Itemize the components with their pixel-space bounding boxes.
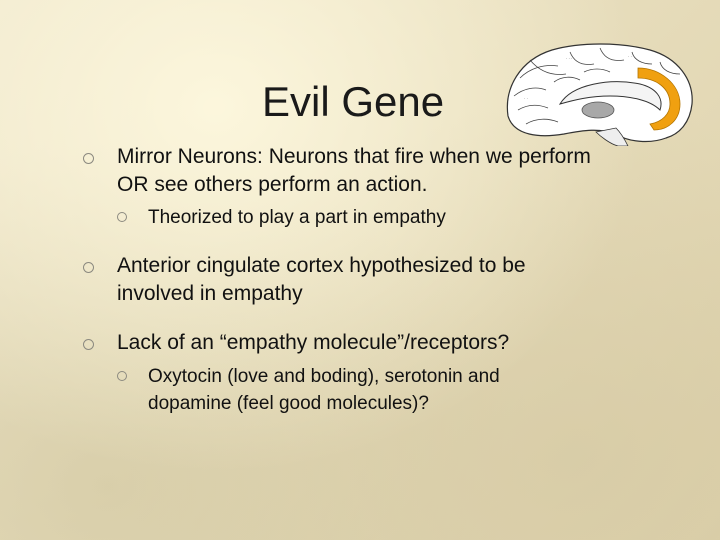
- sub-bullet-oxytocin: [117, 363, 587, 417]
- bullet-text: Oxytocin (love and boding), serotonin and dopamine (feel good molecules)?: [148, 366, 500, 414]
- bullet-circle-icon: [83, 262, 94, 273]
- slide-title: Evil Gene: [262, 78, 445, 126]
- bullet-text: Mirror Neurons: Neurons that fire when we perform OR see others perform an action.: [117, 145, 591, 196]
- bullet-circle-icon: [83, 339, 94, 350]
- bullet-empathy-molecule: [83, 329, 603, 357]
- bullet-text: Theorized to play a part in empathy: [148, 207, 446, 228]
- sub-bullet-empathy: [117, 204, 637, 231]
- bullet-circle-icon: [117, 212, 127, 222]
- brain-diagram-image: [500, 38, 700, 146]
- bullet-text: Lack of an “empathy molecule”/receptors?: [117, 331, 510, 354]
- svg-text:· · ·: · · ·: [566, 56, 573, 61]
- bullet-circle-icon: [117, 371, 127, 381]
- bullet-text: Anterior cingulate cortex hypothesized to be involved in empathy: [117, 254, 526, 305]
- svg-text:· ·: · ·: [524, 96, 528, 101]
- svg-text:· ·: · ·: [628, 54, 632, 59]
- bullet-circle-icon: [83, 153, 94, 164]
- bullet-mirror-neurons: [83, 143, 603, 199]
- bullet-anterior-cingulate: [83, 252, 603, 308]
